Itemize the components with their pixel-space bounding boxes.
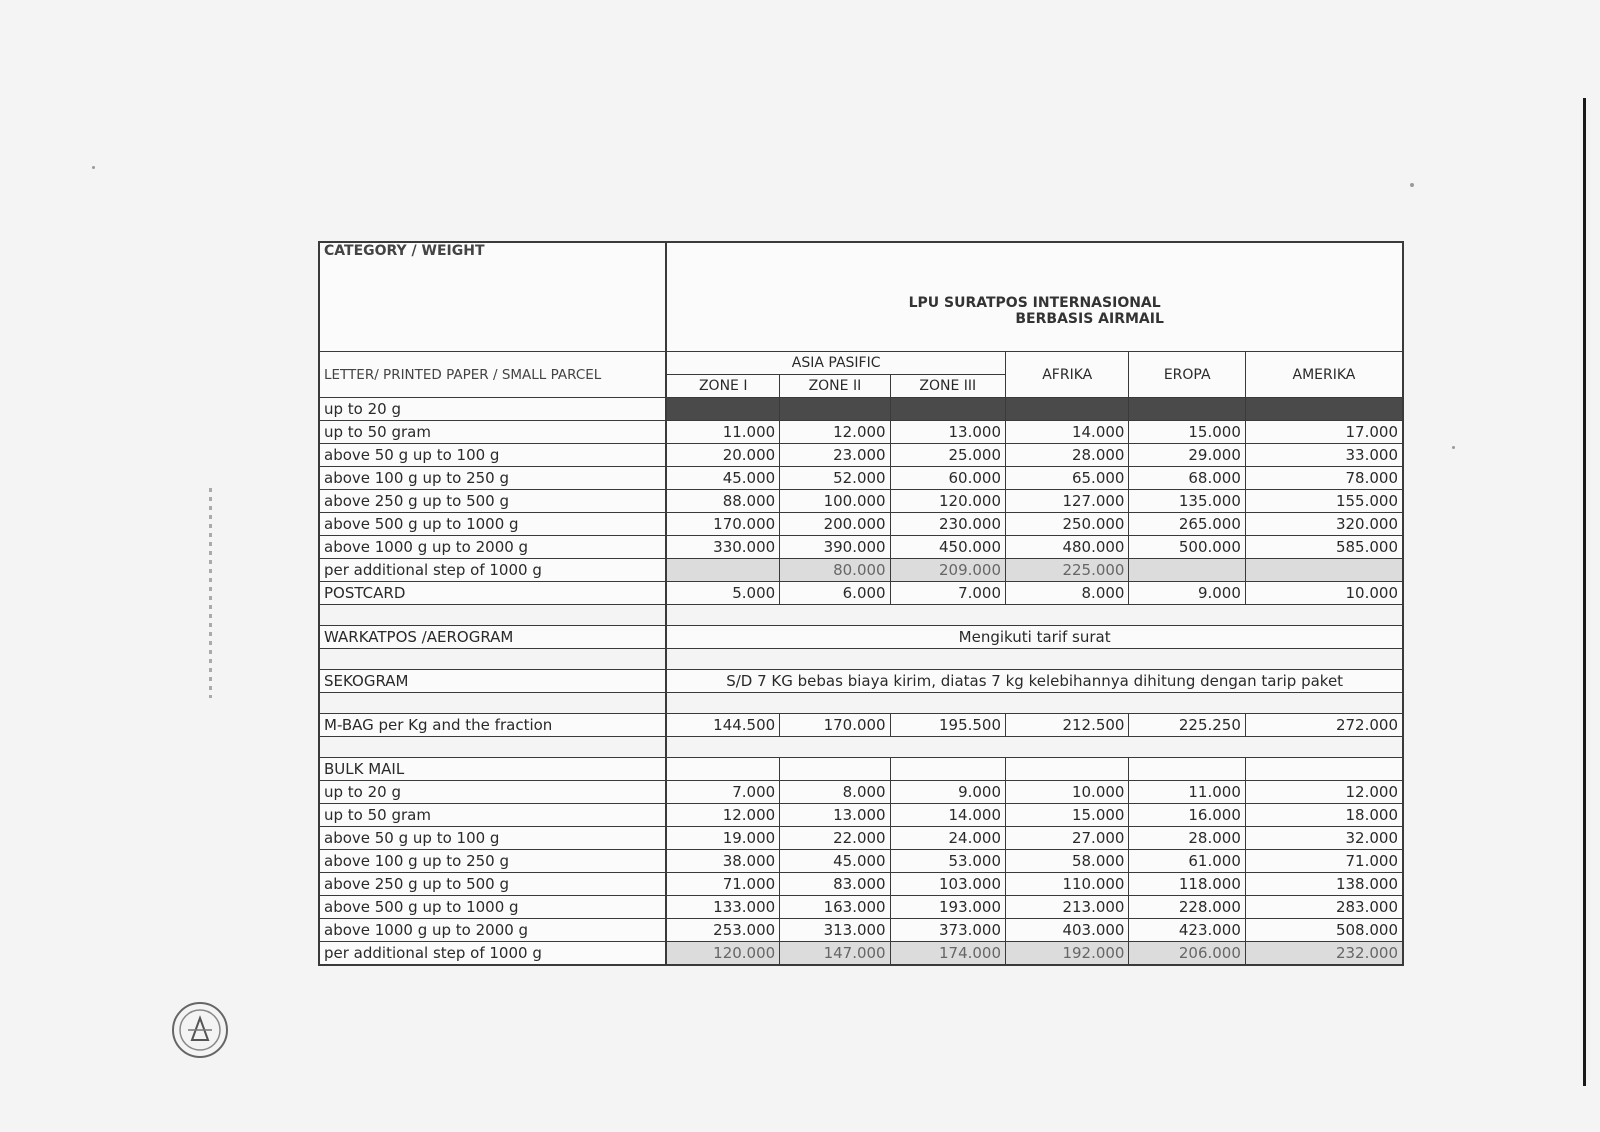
row-label: per additional step of 1000 g <box>319 942 666 966</box>
zone-3-header: ZONE III <box>890 375 1005 398</box>
row-label: above 100 g up to 250 g <box>319 850 666 873</box>
rate-cell: 29.000 <box>1129 444 1245 467</box>
row-label: up to 20 g <box>319 781 666 804</box>
rate-cell <box>890 398 1005 421</box>
rate-cell: 103.000 <box>890 873 1005 896</box>
rate-cell: 33.000 <box>1245 444 1403 467</box>
rate-cell: 206.000 <box>1129 942 1245 966</box>
rate-cell <box>780 398 890 421</box>
bulk-mail-label: BULK MAIL <box>319 758 666 781</box>
rate-cell: 100.000 <box>780 490 890 513</box>
rate-cell: 14.000 <box>1006 421 1129 444</box>
table-row <box>319 804 1403 827</box>
table-row <box>319 398 1403 421</box>
table-row <box>319 850 1403 873</box>
table-row <box>319 467 1403 490</box>
rate-cell: 120.000 <box>666 942 779 966</box>
rate-cell: 147.000 <box>780 942 890 966</box>
rate-cell: 20.000 <box>666 444 779 467</box>
rate-cell: 250.000 <box>1006 513 1129 536</box>
rate-cell: 195.500 <box>890 714 1005 737</box>
rate-cell: 480.000 <box>1006 536 1129 559</box>
rate-cell: 253.000 <box>666 919 779 942</box>
rate-cell: 52.000 <box>780 467 890 490</box>
rate-cell: 170.000 <box>666 513 779 536</box>
rate-cell: 78.000 <box>1245 467 1403 490</box>
table-row <box>319 513 1403 536</box>
table-row <box>319 626 1403 649</box>
table-row <box>319 559 1403 582</box>
row-label: above 250 g up to 500 g <box>319 490 666 513</box>
row-label: up to 20 g <box>319 398 666 421</box>
rate-cell: 110.000 <box>1006 873 1129 896</box>
rate-cell: 38.000 <box>666 850 779 873</box>
rate-cell: 83.000 <box>780 873 890 896</box>
rate-cell: 390.000 <box>780 536 890 559</box>
rate-cell: 144.500 <box>666 714 779 737</box>
rate-cell: 19.000 <box>666 827 779 850</box>
rate-cell <box>666 559 779 582</box>
afrika-header: AFRIKA <box>1006 352 1129 398</box>
rate-cell: 13.000 <box>780 804 890 827</box>
letter-category-header: LETTER/ PRINTED PAPER / SMALL PARCEL <box>319 352 666 398</box>
rate-cell: 403.000 <box>1006 919 1129 942</box>
table-row <box>319 582 1403 605</box>
rate-cell: 585.000 <box>1245 536 1403 559</box>
rate-cell: 28.000 <box>1129 827 1245 850</box>
rate-cell: 265.000 <box>1129 513 1245 536</box>
rate-cell: 330.000 <box>666 536 779 559</box>
rate-cell: 500.000 <box>1129 536 1245 559</box>
rate-cell: 283.000 <box>1245 896 1403 919</box>
row-label: per additional step of 1000 g <box>319 559 666 582</box>
rate-cell: 230.000 <box>890 513 1005 536</box>
table-row <box>319 714 1403 737</box>
sekogram-label: SEKOGRAM <box>319 670 666 693</box>
asia-pacific-header: ASIA PASIFIC <box>666 352 1005 375</box>
header-row-regions <box>319 352 1403 375</box>
table-row <box>319 827 1403 850</box>
rate-cell: 272.000 <box>1245 714 1403 737</box>
rate-cell: 170.000 <box>780 714 890 737</box>
zone-2-header: ZONE II <box>780 375 890 398</box>
row-label: above 250 g up to 500 g <box>319 873 666 896</box>
title-line-2: BERBASIS AIRMAIL <box>1015 311 1164 327</box>
rate-cell: 118.000 <box>1129 873 1245 896</box>
rate-cell: 373.000 <box>890 919 1005 942</box>
table-row <box>319 536 1403 559</box>
rate-cell: 6.000 <box>780 582 890 605</box>
rate-cell: 450.000 <box>890 536 1005 559</box>
rate-cell: 24.000 <box>890 827 1005 850</box>
rate-cell: 61.000 <box>1129 850 1245 873</box>
rate-cell: 225.000 <box>1006 559 1129 582</box>
rate-cell: 60.000 <box>890 467 1005 490</box>
rate-cell: 9.000 <box>890 781 1005 804</box>
rate-cell: 27.000 <box>1006 827 1129 850</box>
scan-speck <box>92 166 95 169</box>
rate-cell: 228.000 <box>1129 896 1245 919</box>
rate-cell: 5.000 <box>666 582 779 605</box>
rate-cell: 17.000 <box>1245 421 1403 444</box>
category-weight-header: CATEGORY / WEIGHT <box>319 242 666 352</box>
rate-cell: 12.000 <box>666 804 779 827</box>
table-row <box>319 758 1403 781</box>
title-line-1: LPU SURATPOS INTERNASIONAL <box>908 295 1161 311</box>
rate-cell: 45.000 <box>780 850 890 873</box>
rate-cell: 12.000 <box>780 421 890 444</box>
tariff-table <box>318 241 1404 966</box>
amerika-header: AMERIKA <box>1245 352 1403 398</box>
rate-cell: 23.000 <box>780 444 890 467</box>
table-row <box>319 942 1403 966</box>
spacer-row <box>319 649 1403 670</box>
table-row <box>319 444 1403 467</box>
rate-cell <box>1006 398 1129 421</box>
rate-cell: 14.000 <box>890 804 1005 827</box>
rate-cell: 16.000 <box>1129 804 1245 827</box>
rate-cell: 213.000 <box>1006 896 1129 919</box>
rate-cell: 138.000 <box>1245 873 1403 896</box>
postcard-label: POSTCARD <box>319 582 666 605</box>
rate-cell: 88.000 <box>666 490 779 513</box>
rate-cell: 15.000 <box>1006 804 1129 827</box>
table-row <box>319 421 1403 444</box>
rate-cell: 135.000 <box>1129 490 1245 513</box>
rate-cell: 225.250 <box>1129 714 1245 737</box>
table-row <box>319 873 1403 896</box>
rate-cell: 313.000 <box>780 919 890 942</box>
table-row <box>319 781 1403 804</box>
rate-cell: 9.000 <box>1129 582 1245 605</box>
rate-cell: 11.000 <box>666 421 779 444</box>
row-label: above 500 g up to 1000 g <box>319 896 666 919</box>
rate-cell <box>666 398 779 421</box>
warkatpos-note: Mengikuti tarif surat <box>666 626 1403 649</box>
spacer-row <box>319 737 1403 758</box>
row-label: above 1000 g up to 2000 g <box>319 919 666 942</box>
rate-cell: 133.000 <box>666 896 779 919</box>
rate-cell: 32.000 <box>1245 827 1403 850</box>
rate-cell <box>1129 398 1245 421</box>
rate-cell: 127.000 <box>1006 490 1129 513</box>
seal-stamp <box>170 1000 230 1060</box>
spacer-row <box>319 693 1403 714</box>
eropa-header: EROPA <box>1129 352 1245 398</box>
table-row <box>319 919 1403 942</box>
rate-cell: 71.000 <box>666 873 779 896</box>
row-label: above 500 g up to 1000 g <box>319 513 666 536</box>
rate-cell: 80.000 <box>780 559 890 582</box>
scan-speck <box>1452 446 1455 449</box>
rate-cell: 212.500 <box>1006 714 1129 737</box>
rate-cell: 423.000 <box>1129 919 1245 942</box>
row-label: above 50 g up to 100 g <box>319 827 666 850</box>
rate-cell <box>1129 559 1245 582</box>
row-label: up to 50 gram <box>319 804 666 827</box>
margin-scan-marks <box>209 488 212 698</box>
header-row-title <box>319 242 1403 352</box>
spacer-row <box>319 605 1403 626</box>
rate-cell: 25.000 <box>890 444 1005 467</box>
rate-cell: 163.000 <box>780 896 890 919</box>
rate-cell: 320.000 <box>1245 513 1403 536</box>
warkatpos-label: WARKATPOS /AEROGRAM <box>319 626 666 649</box>
zone-1-header: ZONE I <box>666 375 779 398</box>
rate-cell: 22.000 <box>780 827 890 850</box>
scan-speck <box>1410 183 1414 187</box>
table-row <box>319 670 1403 693</box>
rate-cell: 8.000 <box>1006 582 1129 605</box>
rate-cell: 12.000 <box>1245 781 1403 804</box>
rate-cell: 200.000 <box>780 513 890 536</box>
rate-cell: 45.000 <box>666 467 779 490</box>
rate-cell: 28.000 <box>1006 444 1129 467</box>
rate-cell: 10.000 <box>1006 781 1129 804</box>
table-row <box>319 896 1403 919</box>
rate-cell: 18.000 <box>1245 804 1403 827</box>
rate-cell: 15.000 <box>1129 421 1245 444</box>
row-label: up to 50 gram <box>319 421 666 444</box>
rate-cell: 174.000 <box>890 942 1005 966</box>
rate-cell: 11.000 <box>1129 781 1245 804</box>
rate-cell: 192.000 <box>1006 942 1129 966</box>
rate-cell: 120.000 <box>890 490 1005 513</box>
row-label: above 1000 g up to 2000 g <box>319 536 666 559</box>
rate-cell: 7.000 <box>666 781 779 804</box>
mbag-label: M-BAG per Kg and the fraction <box>319 714 666 737</box>
table-row <box>319 490 1403 513</box>
rate-cell: 8.000 <box>780 781 890 804</box>
rate-cell: 193.000 <box>890 896 1005 919</box>
rate-cell: 68.000 <box>1129 467 1245 490</box>
rate-cell: 508.000 <box>1245 919 1403 942</box>
rate-cell: 71.000 <box>1245 850 1403 873</box>
sekogram-note: S/D 7 KG bebas biaya kirim, diatas 7 kg kelebihannya dihitung dengan tarip paket <box>666 670 1403 693</box>
rate-cell: 13.000 <box>890 421 1005 444</box>
table-title <box>666 242 1403 352</box>
page-edge-shadow <box>1583 98 1586 1086</box>
rate-cell: 65.000 <box>1006 467 1129 490</box>
row-label: above 100 g up to 250 g <box>319 467 666 490</box>
rate-cell: 58.000 <box>1006 850 1129 873</box>
rate-cell: 232.000 <box>1245 942 1403 966</box>
rate-cell <box>1245 398 1403 421</box>
rate-cell: 10.000 <box>1245 582 1403 605</box>
rate-cell: 209.000 <box>890 559 1005 582</box>
rate-cell: 53.000 <box>890 850 1005 873</box>
rate-cell <box>1245 559 1403 582</box>
rate-cell: 155.000 <box>1245 490 1403 513</box>
row-label: above 50 g up to 100 g <box>319 444 666 467</box>
rate-cell: 7.000 <box>890 582 1005 605</box>
